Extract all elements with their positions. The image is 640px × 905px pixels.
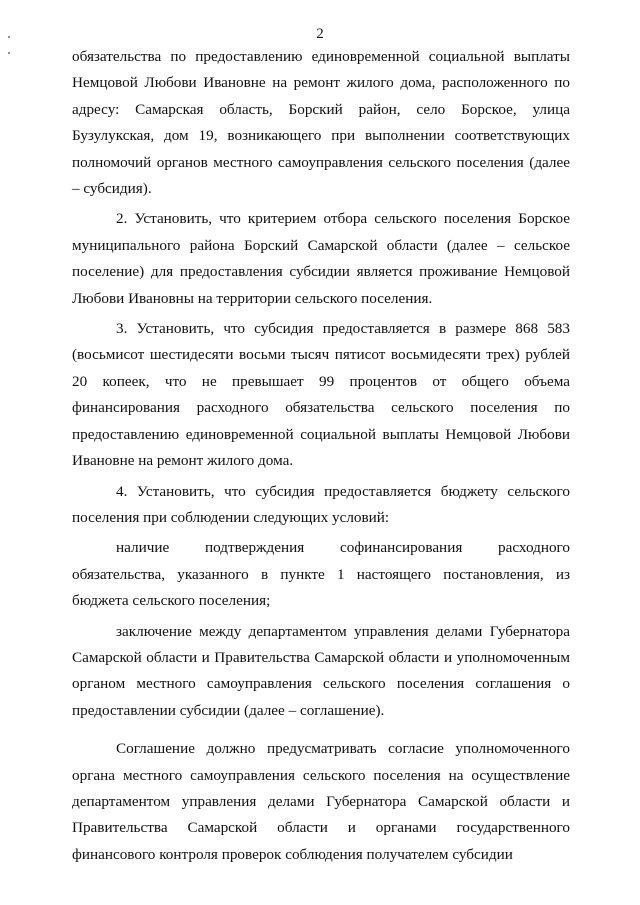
condition-agreement: заключение между департаментом управления делами Губернатора Самарской области и Правительства Самарской области и уполномоченным органом местного самоуправления сельского поселения соглашения о предоставлении субсидии (далее – соглашение). [72,622,570,719]
paragraph-continuation: обязательства по предоставлению единовременной социальной выплаты Немцовой Любови Ивановне на ремонт жилого дома, расположенного по адресу: Самарская область, Борский район, село Борское, улица Бузулукская, дом 19, возникающего при выполнении соответствующих полномочий органов местного самоуправления сельского поселения (далее – субсидия). [72,48,570,198]
scan-speck [8,52,10,54]
paragraph-agreement-terms: Соглашение должно предусматривать согласие уполномоченного органа местного самоуправления сельского поселения на осуществление департаментом управления делами Губернатора Самарской области и Правительства Самарской области и органами государственного финансового контроля проверок соблюдения получателем субсидии [72,740,570,863]
document-body [72,44,570,868]
paragraph-item-3: 3. Установить, что субсидия предоставляется в размере 868 583 (восьмисот шестидесяти восьми тысяч пятисот восьмидесяти трех) рублей 20 копеек, что не превышает 99 процентов от общего объема финансирования расходного обязательства сельского поселения по предоставлению единовременной социальной выплаты Немцовой Любови Ивановне на ремонт жилого дома. [72,320,570,470]
paragraph-item-2: 2. Установить, что критерием отбора сельского поселения Борское муниципального района Борский Самарской области (далее – сельское поселение) для предоставления субсидии является проживание Немцовой Любови Ивановны на территории сельского поселения. [72,210,570,307]
condition-cofinancing: наличие подтверждения софинансирования расходного обязательства, указанного в пункте 1 настоящего постановления, из бюджета сельского поселения; [72,539,570,610]
paragraph-item-4: 4. Установить, что субсидия предоставляется бюджету сельского поселения при соблюдении следующих условий: [72,482,570,526]
page-number: 2 [316,26,324,42]
